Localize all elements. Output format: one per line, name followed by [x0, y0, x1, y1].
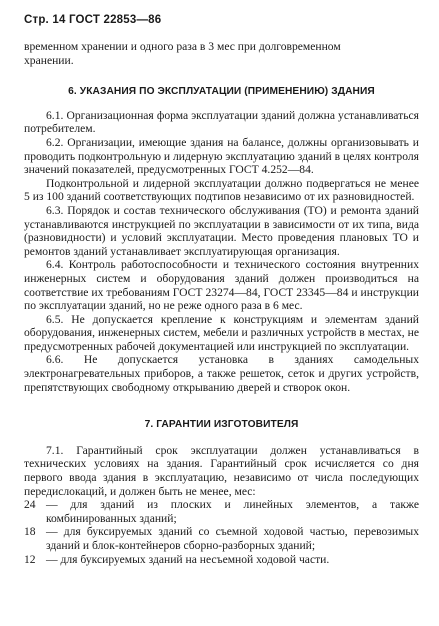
warranty-months: 12 — [24, 552, 36, 566]
running-head: Стр. 14 ГОСТ 22853—86 — [24, 14, 162, 26]
warranty-description: — для зданий из плоских и линейных элементов, а также комбинированных зданий; — [46, 498, 419, 525]
paragraph-7-1: 7.1. Гарантийный срок эксплуатации должен устанавливаться в технических условиях на здания. Гарантийный срок исчисляется со дня первого ввода здания в эксплуатацию, независимо от числа последующих передислокаций, и должен быть не менее, мес: — [24, 443, 419, 498]
paragraph-6-1: 6.1. Организационная форма эксплуатации зданий должна устанавливаться потребителем. — [24, 108, 419, 136]
intro-text — [24, 40, 419, 67]
section-7-title: 7. ГАРАНТИИ ИЗГОТОВИТЕЛЯ — [144, 419, 299, 431]
list-item — [24, 498, 419, 525]
warranty-description: — для буксируемых зданий со съемной ходовой частью, перевозимых зданий и блок-контейнеров сборно-разборных зданий; — [46, 525, 419, 552]
paragraph-6-3: 6.3. Порядок и состав технического обслуживания (ТО) и ремонта зданий устанавливаются инструкцией по эксплуатации в зависимости от их типа, вида (разновидности) и условий эксплуатации. Место проведения плановых ТО и ремонтов зданий устанавливает эксплуатирующая организация. — [24, 203, 419, 258]
intro-line-2: хранении. — [24, 53, 74, 67]
warranty-description: — для буксируемых зданий на несъемной ходовой части. — [46, 552, 330, 566]
list-item — [24, 525, 419, 552]
warranty-months: 24 — [24, 498, 36, 512]
page-content — [24, 40, 419, 566]
paragraph-6-5: 6.5. Не допускается крепление к конструкциям и элементам зданий оборудования, инженерных систем, мебели и различных устройств в местах, не предусмотренных рабочей документацией или инструкцией по эксплуатации. — [24, 312, 419, 353]
paragraph-6-2-note: Подконтрольной и лидерной эксплуатации должно подвергаться не менее 5 из 100 зданий соответствующих подтипов независимо от их разновидностей. — [24, 176, 419, 204]
intro-line-1: временном хранении и одного раза в 3 мес при долговременном — [24, 40, 341, 53]
warranty-list — [24, 498, 419, 566]
warranty-months: 18 — [24, 525, 36, 539]
paragraph-6-6: 6.6. Не допускается установка в зданиях самодельных электронагревательных приборов, а также решеток, сеток и других устройств, препятствующих свободному открыванию дверей и створок окон. — [24, 353, 419, 394]
list-item — [24, 553, 419, 567]
paragraph-6-2: 6.2. Организации, имеющие здания на балансе, должны организовывать и проводить подконтрольную и лидерную эксплуатацию зданий в целях контроля значений показателей, предусмотренных ГОСТ 4.252—84. — [24, 135, 419, 177]
paragraph-6-4: 6.4. Контроль работоспособности и технического состояния внутренних инженерных систем и оборудования зданий должен производиться на соответствие их требованиям ГОСТ 23274—84, ГОСТ 23345—84 и инструкции по эксплуатации зданий, но не реже одного раза в 6 мес. — [24, 258, 419, 313]
section-6-title: 6. УКАЗАНИЯ ПО ЭКСПЛУАТАЦИИ (ПРИМЕНЕНИЮ) ЗДАНИЯ — [68, 86, 375, 98]
